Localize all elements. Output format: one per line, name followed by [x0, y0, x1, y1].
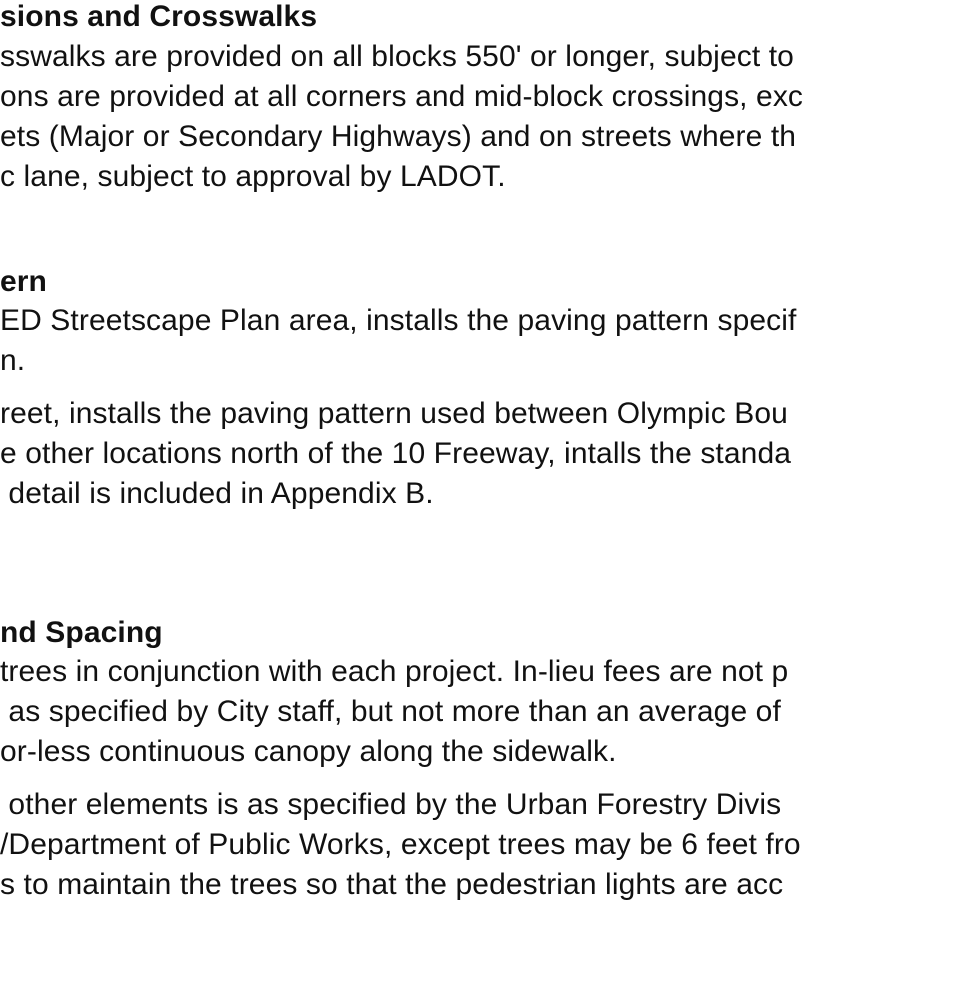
paragraph-line: ets (Major or Secondary Highways) and on streets where th: [0, 120, 797, 153]
paragraph-line: ons are provided at all corners and mid-block crossings, exc: [0, 80, 804, 113]
paragraph-line: e other locations north of the 10 Freeway, intalls the standa: [0, 437, 792, 470]
paragraph-line: sswalks are provided on all blocks 550' or longer, subject to: [0, 40, 794, 73]
paragraph-line: detail is included in Appendix B.: [0, 477, 434, 510]
paragraph-line: /Department of Public Works, except trees may be 6 feet fro: [0, 828, 801, 861]
paragraph-line: s to maintain the trees so that the pedestrian lights are acc: [0, 868, 784, 901]
section-heading-paving-pattern: ern: [0, 265, 47, 298]
paragraph-line: trees in conjunction with each project. In-lieu fees are not p: [0, 655, 789, 688]
paragraph-line: other elements is as specified by the Urban Forestry Divis: [0, 788, 782, 821]
paragraph-line: as specified by City staff, but not more than an average of: [0, 695, 781, 728]
paragraph-line: n.: [0, 344, 26, 377]
section-heading-tree-spacing: nd Spacing: [0, 616, 163, 649]
paragraph-line: ED Streetscape Plan area, installs the paving pattern specif: [0, 304, 797, 337]
section-heading-crosswalks: sions and Crosswalks: [0, 0, 318, 33]
paragraph-line: reet, installs the paving pattern used between Olympic Bou: [0, 397, 788, 430]
paragraph-line: or-less continuous canopy along the sidewalk.: [0, 735, 617, 768]
paragraph-line: c lane, subject to approval by LADOT.: [0, 160, 506, 193]
